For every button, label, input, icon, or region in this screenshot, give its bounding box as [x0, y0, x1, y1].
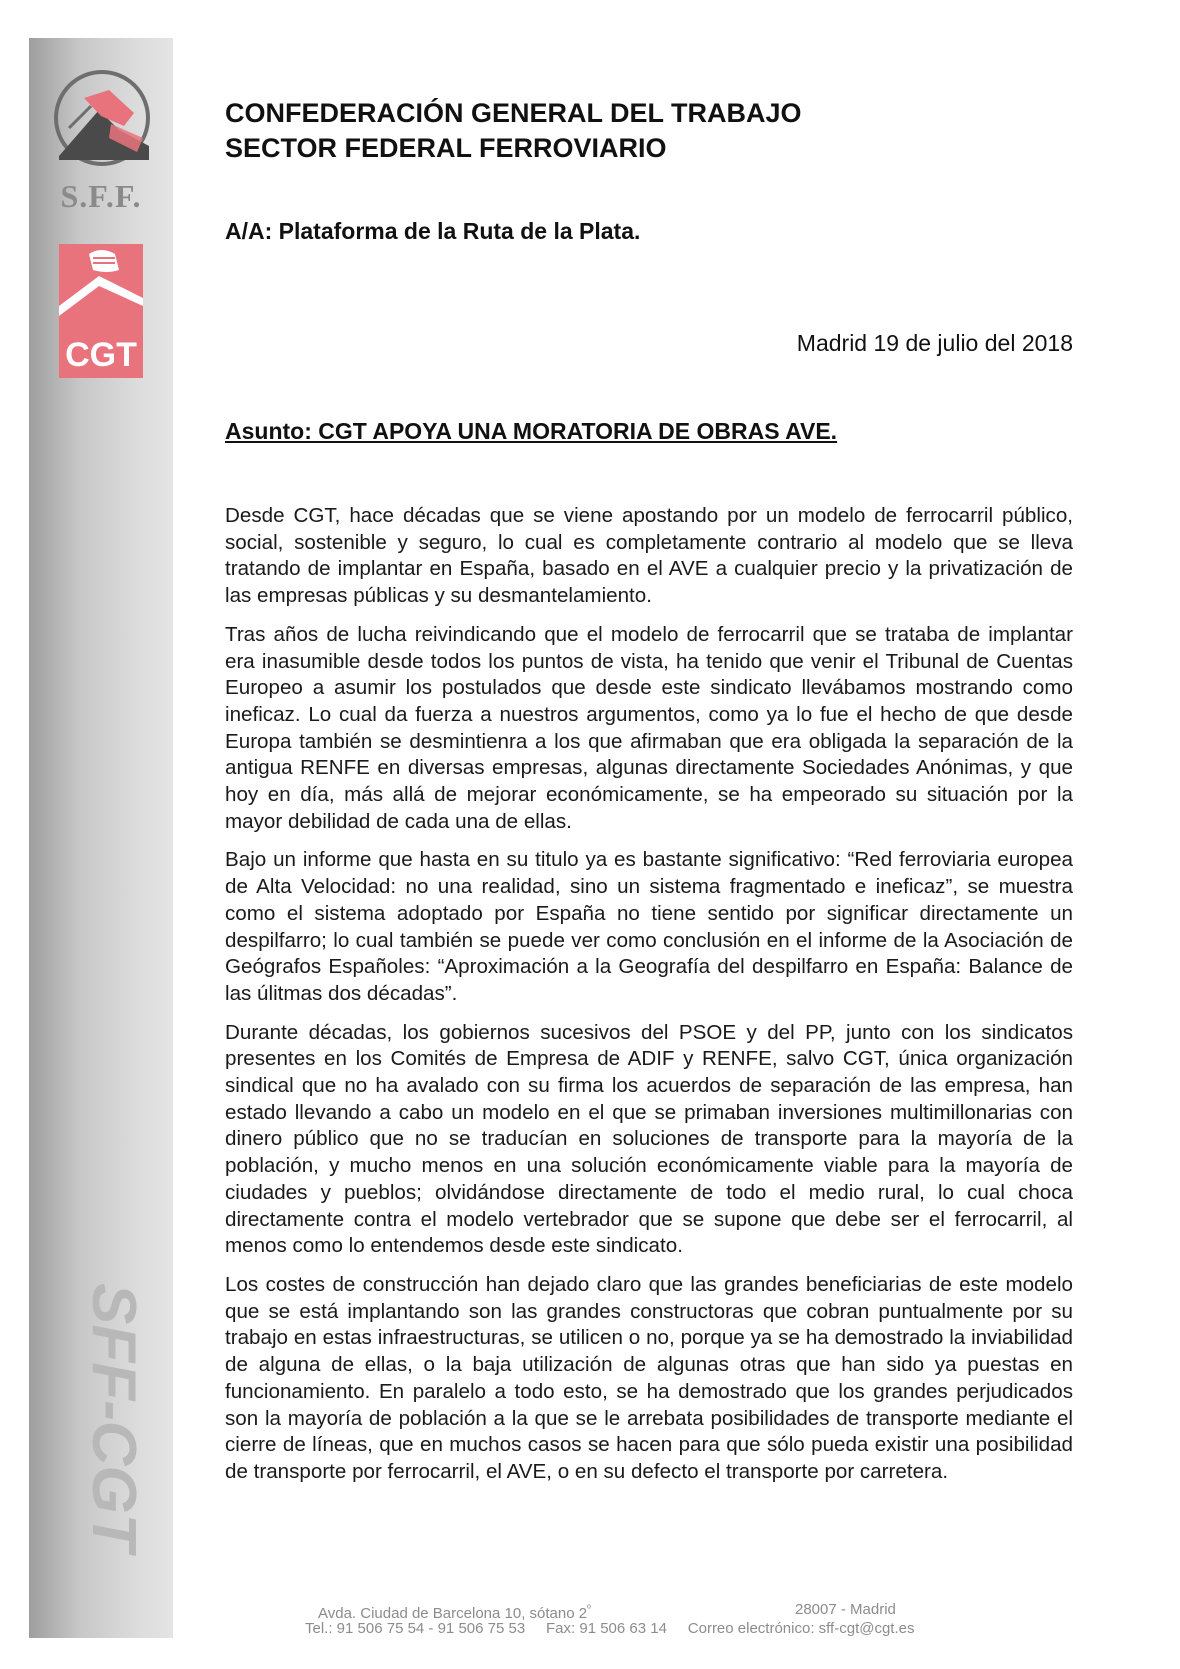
cgt-logo-icon [59, 244, 143, 378]
cgt-logo-text: CGT [65, 336, 137, 374]
body-paragraph-4: Durante décadas, los gobiernos sucesivos del PSOE y del PP, junto con los sindicatos presentes en los Comités de Empresa de ADIF y RENFE, salvo CGT, única organización sindical que no ha avalado con su firma los acuerdos de separación de las empresa, han estado llevando a cabo un modelo en el que se primaban inversiones multimillonarias con dinero público que no se traducían en soluciones de transporte para la mayoría de la población, y mucho menos en una solución económicamente viable para la mayoría de ciudades y pueblos; olvidándose directamente de todo el medio rural, lo cual choca directamente contra el modelo vertebrador que se supone que debe ser el ferrocarril, al menos como lo entendemos desde este sindicato. [225, 1020, 1073, 1258]
sff-train-logo-icon [39, 68, 165, 168]
sff-label: S.F.F. [60, 178, 142, 214]
date-line: Madrid 19 de julio del 2018 [796, 330, 1073, 356]
footer-address-text: Avda. Ciudad de Barcelona 10, sótano 2 [318, 1605, 588, 1622]
body-paragraph-3: Bajo un informe que hasta en su titulo ya es bastante significativo: “Red ferroviaria europea de Alta Velocidad: no una realidad, sino un sistema fragmentado e ineficaz”, se muestra como el sistema adoptado por España no tiene sentido por significar directamente un despilfarro; lo cual también se puede ver como conclusión en el informe de la Asociación de Geógrafos Españoles: “Aproximación a la Geografía del despilfarro en España: Balance de las úlitmas dos décadas”. [225, 848, 1073, 1005]
letterhead [225, 96, 802, 166]
footer-address-sup: º [587, 1604, 591, 1615]
org-sector: SECTOR FEDERAL FERROVIARIO [225, 133, 667, 163]
footer-contact: Tel.: 91 506 75 54 - 91 506 75 53 Fax: 91 506 63 14 Correo electrónico: sff-cgt@cgt.es [305, 1620, 915, 1637]
body-paragraph-2: Tras años de lucha reivindicando que el modelo de ferrocarril que se trataba de implantar era inasumible desde todos los puntos de vista, ha tenido que venir el Tribunal de Cuentas Europeo a asumir los postulados que desde este sindicato llevábamos mostrando como ineficaz. Lo cual da fuerza a nuestros argumentos, como ya lo fue el hecho de que desde Europa también se desmintienra a los que afirmaban que era obligada la separación de la antigua RENFE en diversas empresas, algunas directamente Sociedades Anónimas, y que hoy en día, más allá de mejorar económicamente, se ha empeorado su situación por la mayor debilidad de cada una de ellas. [225, 622, 1073, 833]
subject-line: Asunto: CGT APOYA UNA MORATORIA DE OBRAS AVE. [225, 418, 838, 444]
letter-body [225, 503, 1073, 1498]
org-name: CONFEDERACIÓN GENERAL DEL TRABAJO [225, 98, 802, 128]
vertical-sff-cgt-label [45, 1283, 165, 1643]
vertical-label-text: SFF-CGT [79, 1283, 148, 1552]
body-paragraph-5: Los costes de construcción han dejado claro que las grandes beneficiarias de este modelo que se está implantando son las grandes constructoras que cobran puntualmente por su trabajo en estas infraestructuras, se utilicen o no, porque ya se ha demostrado la inviabilidad de alguna de ellas, o la baja utilización de algunas otras que han sido ya puestas en funcionamiento. En paralelo a todo esto, se ha demostrado que los grandes perjudicados son la mayoría de población a la que se le arrebata posibilidades de transporte mediante el cierre de líneas, que en muchos casos se hacen para que sólo pueda existir una posibilidad de transporte por ferrocarril, el AVE, o en su defecto el transporte por carretera. [225, 1272, 1073, 1483]
sidebar-band [29, 38, 173, 1638]
body-paragraph-1: Desde CGT, hace décadas que se viene apostando por un modelo de ferrocarril público, social, sostenible y seguro, lo cual es completamente contrario al modelo que se lleva tratando de implantar en España, basado en el AVE a cualquier precio y la privatización de las empresas públicas y su desmantelamiento. [225, 504, 1073, 608]
footer-postal: 28007 - Madrid [795, 1601, 896, 1618]
recipient-line: A/A: Plataforma de la Ruta de la Plata. [225, 218, 641, 244]
